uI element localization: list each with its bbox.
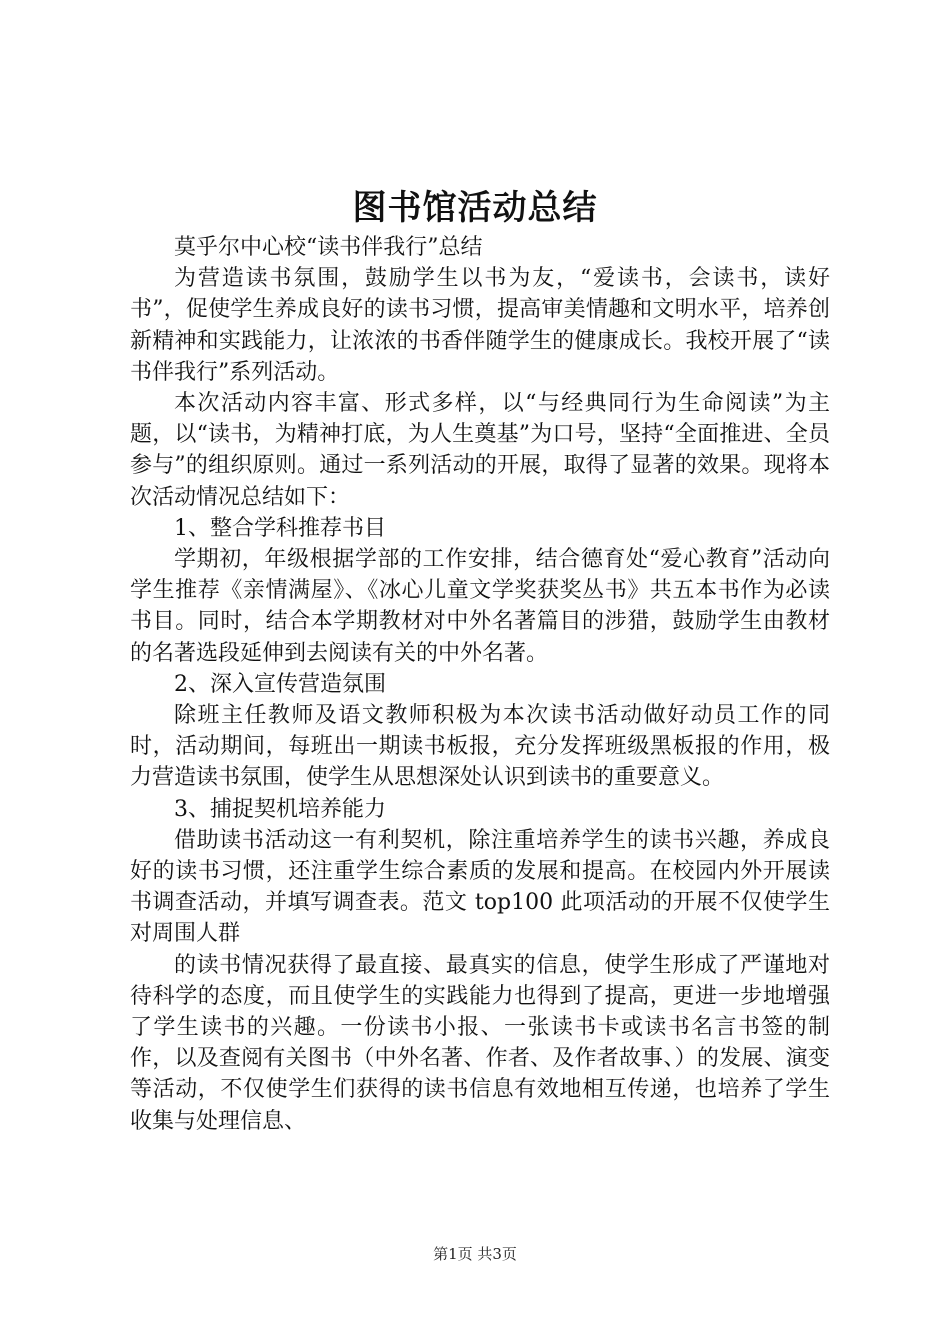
paragraph-subtitle: 莫乎尔中心校“读书伴我行”总结 [174,235,483,260]
paragraph-section-2: 除班主任教师及语文教师积极为本次读书活动做好动员工作的同时，活动期间，每班出一期读书板报，充分发挥班级黑板报的作用，极力营造读书氛围，使学生从思想深处认识到读书的重要意义。 [130,703,830,791]
document-body [130,232,830,1137]
document-title: 图书馆活动总结 [352,188,598,228]
section-heading-1: 1、整合学科推荐书目 [174,515,386,541]
section-heading-2: 2、深入宣传营造氛围 [174,671,386,697]
paragraph-theme: 本次活动内容丰富、形式多样，以“与经典同行为生命阅读”为主题，以“读书，为精神打底，为人生奠基”为口号，坚持“全面推进、全员参与”的组织原则。通过一系列活动的开展，取得了显著的效果。现将本次活动情况总结如下： [130,391,830,510]
paragraph-section-3: 借助读书活动这一有利契机，除注重培养学生的读书兴趣，养成良好的读书习惯，还注重学生综合素质的发展和提高。在校园内外开展读书调查活动，并填写调查表。范文 top100 此项活动的开展不仅使学生对周围人群 [130,827,830,947]
page-footer: 第1页 共3页 [433,1245,517,1263]
paragraph-intro: 为营造读书氛围，鼓励学生以书为友，“爱读书，会读书，读好书”，促使学生养成良好的读书习惯，提高审美情趣和文明水平，培养创新精神和实践能力，让浓浓的书香伴随学生的健康成长。我校开展了“读书伴我行”系列活动。 [130,266,830,385]
paragraph-section-1: 学期初，年级根据学部的工作安排，结合德育处“爱心教育”活动向学生推荐《亲情满屋》、《冰心儿童文学奖获奖丛书》共五本书作为必读书目。同时，结合本学期教材对中外名著篇目的涉猎，鼓励学生由教材的名著选段延伸到去阅读有关的中外名著。 [130,547,830,666]
section-heading-3: 3、捕捉契机培养能力 [174,796,386,822]
paragraph-continued: 的读书情况获得了最直接、最真实的信息，使学生形成了严谨地对待科学的态度，而且使学生的实践能力也得到了提高，更进一步地增强了学生读书的兴趣。一份读书小报、一张读书卡或读书名言书签的制作，以及查阅有关图书（中外名著、作者、及作者故事、）的发展、演变等活动，不仅使学生们获得的读书信息有效地相互传递，也培养了学生收集与处理信息、 [130,952,830,1134]
